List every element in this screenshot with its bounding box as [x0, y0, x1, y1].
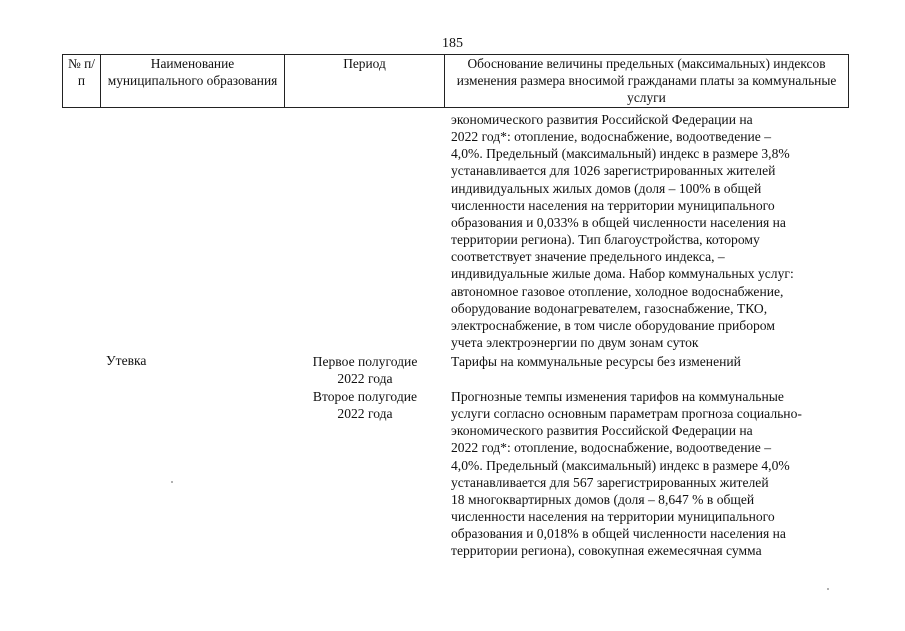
period-label: Второе полугодие — [312, 389, 418, 404]
text-line: индивидуальных жилых домов (доля – 100% в общей — [451, 180, 762, 196]
header-municipality: Наименование муниципального образования — [101, 55, 285, 108]
municipality-name: Утевка — [106, 353, 147, 368]
text-line: 18 многоквартирных домов (доля – 8,647 % в общей — [451, 491, 755, 507]
header-number: № п/п — [63, 55, 101, 108]
text-line: территории региона), совокупная ежемесячная сумма — [451, 543, 762, 559]
text-line: оборудование водонагревателем, газоснабжение, ТКО, — [451, 300, 768, 316]
table-header — [62, 54, 849, 108]
scan-speck — [827, 588, 829, 590]
text-line: образования и 0,033% в общей численности населения на — [451, 214, 786, 230]
text-line: территории региона). Тип благоустройства, которому — [451, 232, 760, 248]
text-line: 4,0%. Предельный (максимальный) индекс в размере 3,8% — [451, 146, 790, 162]
first-half-justification: Тарифы на коммунальные ресурсы без изменений — [451, 354, 741, 369]
scan-speck — [171, 481, 173, 483]
text-line: образования и 0,018% в общей численности населения на — [451, 526, 786, 542]
text-line: учета электроэнергии по двум зонам суток — [451, 335, 699, 351]
text-line: 4,0%. Предельный (максимальный) индекс в размере 4,0% — [451, 457, 790, 473]
text-line: устанавливается для 567 зарегистрированных жителей — [451, 474, 769, 490]
second-half-justification — [451, 388, 844, 560]
text-line: устанавливается для 1026 зарегистрированных жителей — [451, 163, 776, 179]
text-line: экономического развития Российской Федерации на — [451, 112, 753, 127]
text-line: Прогнозные темпы изменения тарифов на коммунальные — [451, 389, 784, 404]
continued-paragraph — [451, 111, 844, 351]
text-line: численности населения на территории муниципального — [451, 197, 775, 213]
text-line: автономное газовое отопление, холодное водоснабжение, — [451, 283, 784, 299]
text-line: численности населения на территории муниципального — [451, 509, 775, 525]
period-year: 2022 года — [337, 406, 393, 421]
page-number: 185 — [442, 36, 463, 51]
header-period: Период — [285, 55, 445, 108]
text-line: электроснабжение, в том числе оборудование прибором — [451, 317, 775, 333]
text-line: 2022 год*: отопление, водоснабжение, водоотведение – — [451, 129, 772, 145]
header-justification: Обоснование величины предельных (максимальных) индексов изменения размера вносимой гражданами платы за коммунальные услуги — [445, 55, 849, 108]
period-second-half — [300, 388, 430, 422]
text-line: экономического развития Российской Федерации на — [451, 423, 753, 439]
text-line: индивидуальные жилые дома. Набор коммунальных услуг: — [451, 266, 794, 282]
text-line: услуги согласно основным параметрам прогноза социально- — [451, 406, 802, 422]
period-label: Первое полугодие — [312, 354, 418, 369]
period-year: 2022 года — [337, 371, 393, 386]
text-line: соответствует значение предельного индекса, – — [451, 249, 725, 265]
text-line: 2022 год*: отопление, водоснабжение, водоотведение – — [451, 440, 772, 456]
period-first-half — [300, 353, 430, 387]
